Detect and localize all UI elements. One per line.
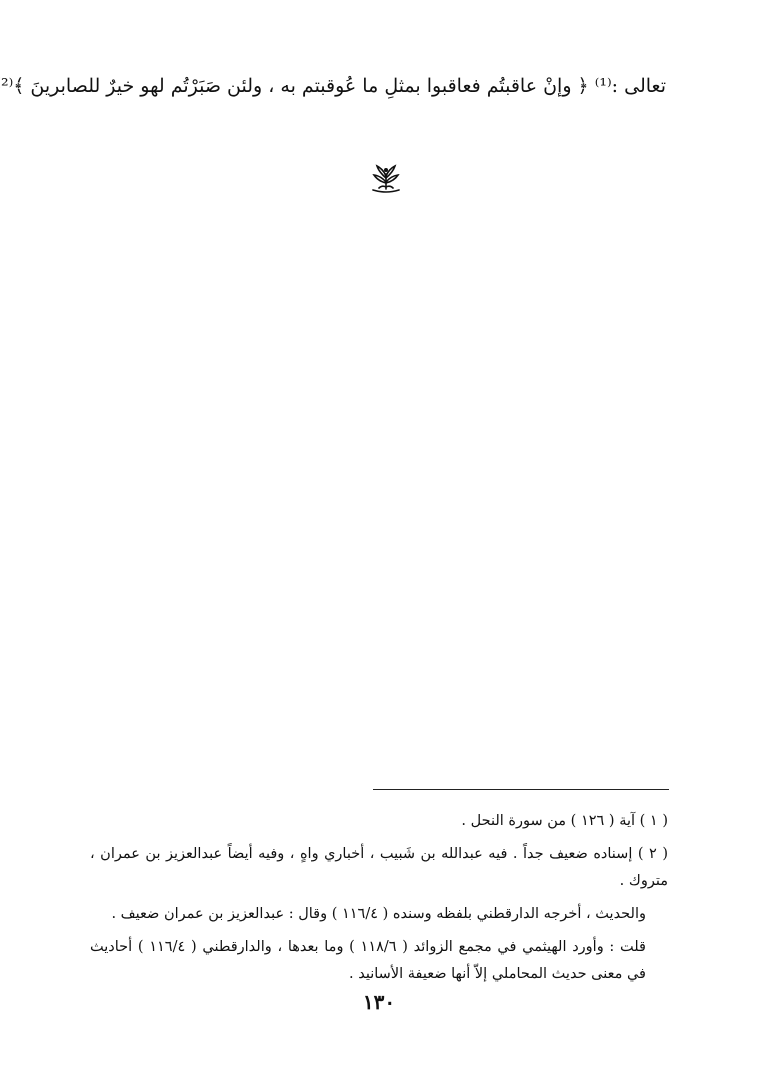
footnote-2: ( ٢ ) إسناده ضعيف جداً . فيه عبدالله بن شَبيب ، أخباري واهٍ ، وفيه أيضاً عبدالعزيز بن عمران ، متروك . <box>90 846 668 889</box>
page-number: ١٣٠ <box>362 990 396 1014</box>
main-text: تعالى :⁽¹⁾ ﴿ وإنْ عاقبتُم فعاقبوا بمثلِ ما عُوقبتم به ، ولئن صَبَرْتُم لهو خيرٌ للصابرينَ ﴾⁽² <box>0 75 666 97</box>
floral-ornament-icon <box>369 164 403 194</box>
footnote-2-note: قلت : وأورد الهيثمي في مجمع الزوائد ( ١١٨/٦ ) وما بعدها ، والدارقطني ( ١١٦/٤ ) أحاديث في معنى حديث المحاملي إلاّ أنها ضعيفة الأسانيد . <box>90 939 646 982</box>
footnote-2-continued: والحديث ، أخرجه الدارقطني بلفظه وسنده ( ١١٦/٤ ) وقال : عبدالعزيز بن عمران ضعيف . <box>111 906 646 922</box>
footnotes <box>90 808 668 988</box>
footnote-divider <box>373 789 669 790</box>
footnote-1: ( ١ ) آية ( ١٢٦ ) من سورة النحل . <box>461 813 668 829</box>
